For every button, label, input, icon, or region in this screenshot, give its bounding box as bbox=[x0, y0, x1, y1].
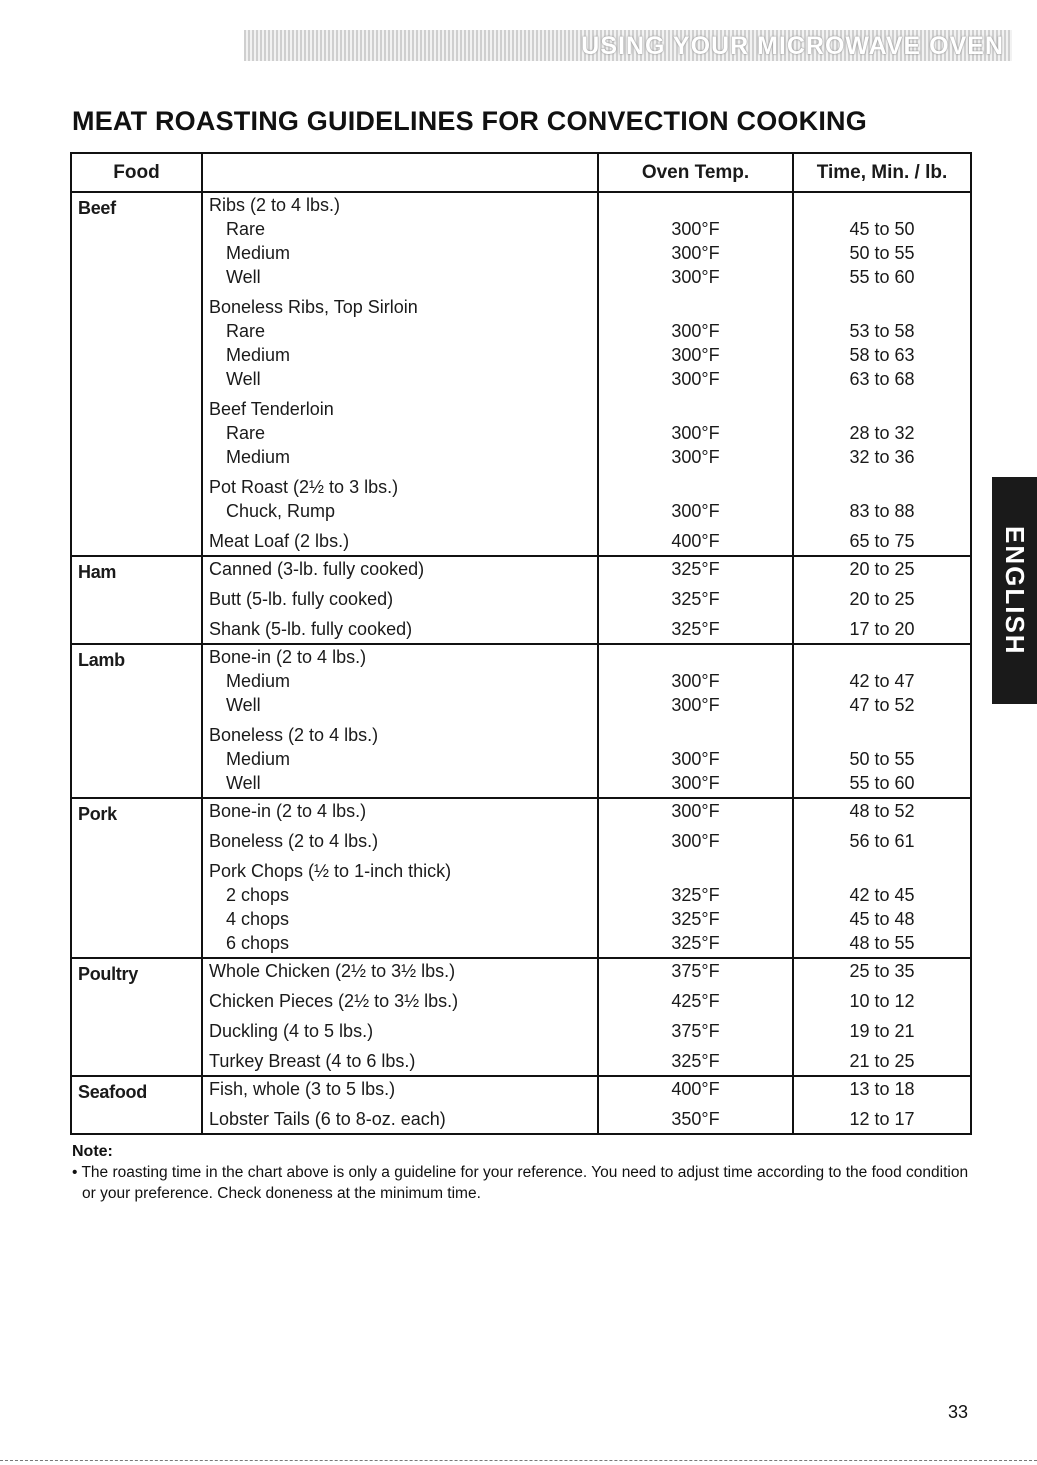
food-item: Meat Loaf (2 lbs.) bbox=[209, 531, 350, 551]
oven-temp: 300°F bbox=[671, 695, 720, 715]
section-header-text: USING YOUR MICROWAVE OVEN bbox=[581, 32, 1004, 60]
food-item: Chuck, Rump bbox=[226, 501, 336, 521]
food-item: Butt (5-lb. fully cooked) bbox=[209, 589, 394, 609]
header-time-per-lb: Time, Min. / lb. bbox=[793, 153, 971, 192]
oven-temp-column bbox=[598, 798, 793, 958]
cook-time: 50 to 55 bbox=[849, 749, 915, 769]
cook-time: 25 to 35 bbox=[849, 961, 915, 981]
oven-temp-column bbox=[598, 556, 793, 644]
oven-temp: 375°F bbox=[671, 1021, 720, 1041]
food-item: Pork Chops (½ to 1-inch thick) bbox=[209, 861, 452, 881]
food-item: Rare bbox=[226, 423, 266, 443]
oven-temp: 325°F bbox=[671, 1051, 720, 1071]
table-row bbox=[71, 192, 971, 556]
table-row bbox=[71, 958, 971, 1076]
cook-time bbox=[794, 859, 970, 883]
food-item: Well bbox=[226, 695, 261, 715]
cook-time: 55 to 60 bbox=[849, 267, 915, 287]
food-item-column bbox=[202, 798, 598, 958]
cook-time bbox=[794, 295, 970, 319]
food-category: Lamb bbox=[71, 644, 202, 798]
food-item: 6 chops bbox=[226, 933, 290, 953]
note-text: • The roasting time in the chart above is only a guideline for your reference. You need to adjust time according to the food condition or your preference. Check doneness at the minimum time. bbox=[72, 1164, 969, 1202]
oven-temp-column bbox=[598, 958, 793, 1076]
oven-temp: 300°F bbox=[671, 671, 720, 691]
cook-time bbox=[794, 397, 970, 421]
food-item: 2 chops bbox=[226, 885, 290, 905]
cook-time: 48 to 52 bbox=[849, 801, 915, 821]
oven-temp: 300°F bbox=[671, 243, 720, 263]
oven-temp: 300°F bbox=[671, 369, 720, 389]
food-group bbox=[71, 798, 971, 958]
cook-time bbox=[794, 645, 970, 669]
cook-time: 53 to 58 bbox=[849, 321, 915, 341]
cook-time: 48 to 55 bbox=[849, 933, 915, 953]
food-category: Pork bbox=[71, 798, 202, 958]
cook-time-column bbox=[793, 958, 971, 1076]
oven-temp bbox=[599, 295, 792, 319]
cook-time: 83 to 88 bbox=[849, 501, 915, 521]
oven-temp-column bbox=[598, 644, 793, 798]
cook-time: 63 to 68 bbox=[849, 369, 915, 389]
oven-temp: 325°F bbox=[671, 589, 720, 609]
oven-temp bbox=[599, 859, 792, 883]
oven-temp: 325°F bbox=[671, 933, 720, 953]
table-row bbox=[71, 798, 971, 958]
oven-temp: 300°F bbox=[671, 345, 720, 365]
food-group bbox=[71, 556, 971, 644]
food-item: Whole Chicken (2½ to 3½ lbs.) bbox=[209, 961, 456, 981]
food-item: Pot Roast (2½ to 3 lbs.) bbox=[209, 477, 399, 497]
food-item: Medium bbox=[226, 749, 291, 769]
oven-temp: 400°F bbox=[671, 1079, 720, 1099]
note-block bbox=[72, 1143, 982, 1204]
food-item: Medium bbox=[226, 345, 291, 365]
food-item: Ribs (2 to 4 lbs.) bbox=[209, 195, 341, 215]
food-item: Boneless (2 to 4 lbs.) bbox=[209, 831, 379, 851]
cook-time: 20 to 25 bbox=[849, 589, 915, 609]
food-item: Well bbox=[226, 369, 261, 389]
food-item-column bbox=[202, 958, 598, 1076]
food-item: Well bbox=[226, 267, 261, 287]
cook-time: 21 to 25 bbox=[849, 1051, 915, 1071]
cook-time bbox=[794, 723, 970, 747]
cook-time: 56 to 61 bbox=[849, 831, 915, 851]
cook-time: 12 to 17 bbox=[849, 1109, 915, 1129]
food-group bbox=[71, 1076, 971, 1134]
page-title: MEAT ROASTING GUIDELINES FOR CONVECTION COOKING bbox=[72, 106, 867, 136]
food-item: Well bbox=[226, 773, 261, 793]
cook-time bbox=[794, 193, 970, 217]
oven-temp: 300°F bbox=[671, 423, 720, 443]
food-category: Seafood bbox=[71, 1076, 202, 1134]
oven-temp-column bbox=[598, 192, 793, 556]
cook-time bbox=[794, 475, 970, 499]
oven-temp: 300°F bbox=[671, 447, 720, 467]
cook-time: 42 to 47 bbox=[849, 671, 915, 691]
section-header-band bbox=[244, 30, 1012, 61]
oven-temp-column bbox=[598, 1076, 793, 1134]
cook-time: 13 to 18 bbox=[849, 1079, 915, 1099]
header-food: Food bbox=[71, 153, 202, 192]
oven-temp: 300°F bbox=[671, 267, 720, 287]
oven-temp bbox=[599, 723, 792, 747]
roasting-guidelines-table bbox=[70, 152, 972, 1135]
oven-temp: 375°F bbox=[671, 961, 720, 981]
cook-time: 17 to 20 bbox=[849, 619, 915, 639]
cook-time: 45 to 48 bbox=[849, 909, 915, 929]
food-item: Lobster Tails (6 to 8-oz. each) bbox=[209, 1109, 446, 1129]
food-item: Rare bbox=[226, 321, 266, 341]
cook-time: 45 to 50 bbox=[849, 219, 915, 239]
oven-temp: 325°F bbox=[671, 559, 720, 579]
cook-time: 10 to 12 bbox=[849, 991, 915, 1011]
oven-temp: 300°F bbox=[671, 321, 720, 341]
cook-time: 19 to 21 bbox=[849, 1021, 915, 1041]
food-category: Ham bbox=[71, 556, 202, 644]
food-item: Boneless (2 to 4 lbs.) bbox=[209, 725, 379, 745]
food-item: Bone-in (2 to 4 lbs.) bbox=[209, 647, 367, 667]
cook-time: 55 to 60 bbox=[849, 773, 915, 793]
food-item-column bbox=[202, 644, 598, 798]
food-item: Rare bbox=[226, 219, 266, 239]
food-group bbox=[71, 644, 971, 798]
bottom-rule bbox=[0, 1460, 1037, 1461]
food-item-column bbox=[202, 556, 598, 644]
table-row bbox=[71, 556, 971, 644]
oven-temp: 300°F bbox=[671, 801, 720, 821]
page-number: 33 bbox=[948, 1402, 969, 1422]
cook-time-column bbox=[793, 1076, 971, 1134]
cook-time: 50 to 55 bbox=[849, 243, 915, 263]
oven-temp: 325°F bbox=[671, 909, 720, 929]
oven-temp: 400°F bbox=[671, 531, 720, 551]
oven-temp: 300°F bbox=[671, 831, 720, 851]
food-group bbox=[71, 192, 971, 556]
food-item: Fish, whole (3 to 5 lbs.) bbox=[209, 1079, 396, 1099]
cook-time: 20 to 25 bbox=[849, 559, 915, 579]
cook-time: 47 to 52 bbox=[849, 695, 915, 715]
food-item: Chicken Pieces (2½ to 3½ lbs.) bbox=[209, 991, 459, 1011]
food-item: Medium bbox=[226, 671, 291, 691]
cook-time: 28 to 32 bbox=[849, 423, 915, 443]
cook-time-column bbox=[793, 192, 971, 556]
table-header-row bbox=[71, 153, 971, 192]
food-item: Beef Tenderloin bbox=[209, 399, 334, 419]
cook-time: 32 to 36 bbox=[849, 447, 915, 467]
cook-time: 58 to 63 bbox=[849, 345, 915, 365]
food-item: Medium bbox=[226, 243, 291, 263]
food-item: Bone-in (2 to 4 lbs.) bbox=[209, 801, 367, 821]
table-row bbox=[71, 644, 971, 798]
food-item: Canned (3-lb. fully cooked) bbox=[209, 559, 425, 579]
oven-temp: 425°F bbox=[671, 991, 720, 1011]
cook-time-column bbox=[793, 644, 971, 798]
food-category: Beef bbox=[71, 192, 202, 556]
language-side-tab-label: ENGLISH bbox=[1000, 525, 1030, 656]
cook-time: 65 to 75 bbox=[849, 531, 915, 551]
food-item: Shank (5-lb. fully cooked) bbox=[209, 619, 413, 639]
food-item-column bbox=[202, 1076, 598, 1134]
language-side-tab bbox=[992, 477, 1037, 704]
food-item: Duckling (4 to 5 lbs.) bbox=[209, 1021, 374, 1041]
oven-temp bbox=[599, 397, 792, 421]
oven-temp bbox=[599, 475, 792, 499]
oven-temp: 325°F bbox=[671, 619, 720, 639]
oven-temp: 325°F bbox=[671, 885, 720, 905]
food-item: 4 chops bbox=[226, 909, 290, 929]
header-description bbox=[202, 153, 598, 192]
oven-temp: 350°F bbox=[671, 1109, 720, 1129]
cook-time: 42 to 45 bbox=[849, 885, 915, 905]
food-category: Poultry bbox=[71, 958, 202, 1076]
food-item-column bbox=[202, 192, 598, 556]
note-label: Note: bbox=[72, 1143, 113, 1160]
oven-temp: 300°F bbox=[671, 219, 720, 239]
oven-temp: 300°F bbox=[671, 773, 720, 793]
food-item: Medium bbox=[226, 447, 291, 467]
cook-time-column bbox=[793, 798, 971, 958]
food-item: Boneless Ribs, Top Sirloin bbox=[209, 297, 418, 317]
oven-temp: 300°F bbox=[671, 501, 720, 521]
cook-time-column bbox=[793, 556, 971, 644]
header-oven-temp: Oven Temp. bbox=[598, 153, 793, 192]
oven-temp: 300°F bbox=[671, 749, 720, 769]
table-row bbox=[71, 1076, 971, 1134]
food-item: Turkey Breast (4 to 6 lbs.) bbox=[209, 1051, 416, 1071]
food-group bbox=[71, 958, 971, 1076]
oven-temp bbox=[599, 645, 792, 669]
oven-temp bbox=[599, 193, 792, 217]
